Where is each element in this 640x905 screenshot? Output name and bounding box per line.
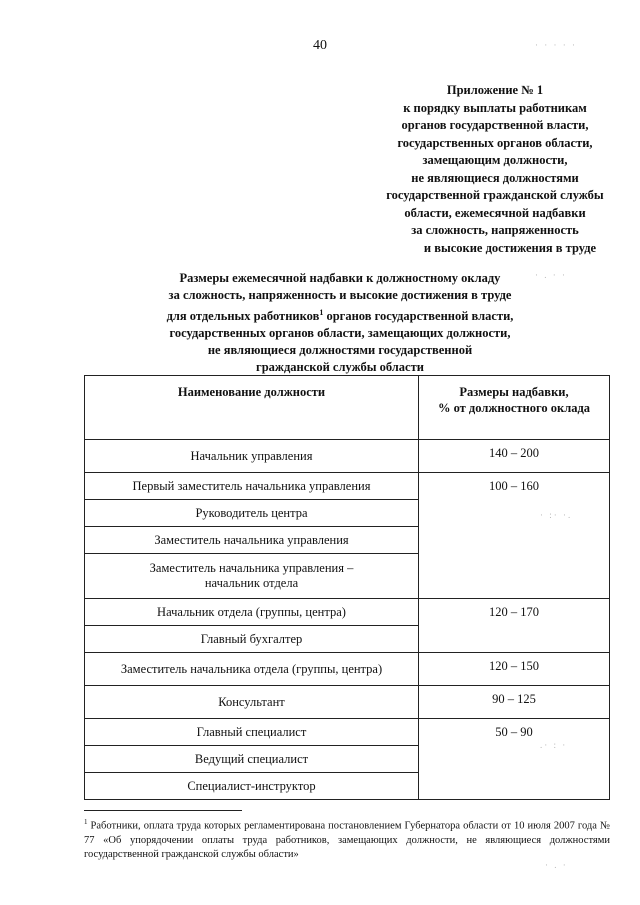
table-row <box>85 686 610 719</box>
footnote-marker: 1 <box>84 818 88 826</box>
appendix-line: Приложение № 1 <box>446 83 544 97</box>
footnote-text: Работники, оплата труда которых регламентирована постановлением Губернатора области от 10 июля 2007 года № 77 «Об упорядочении оплаты труда работников, замещающих должности, не являющиеся должностями государственной гражданской службы области» <box>84 820 610 860</box>
allowance-cell: 140 – 200 <box>419 440 610 473</box>
position-cell: Первый заместитель начальника управления <box>85 473 419 500</box>
page-number: 40 <box>313 38 327 53</box>
allowance-cell: 120 – 170 <box>419 599 610 653</box>
position-cell: Главный специалист <box>85 719 419 746</box>
appendix-line: замещающим должности, <box>422 153 568 167</box>
table-row <box>85 653 610 686</box>
appendix-line: не являющиеся должностями <box>411 170 579 185</box>
title-line: не являющиеся должностями государственной <box>207 343 473 358</box>
title-line: гражданской службы области <box>256 360 424 375</box>
appendix-line: области, ежемесячной надбавки <box>404 205 586 220</box>
footnote-marker: 1 <box>319 308 324 317</box>
title-line: Размеры ежемесячной надбавки к должностному окладу <box>179 271 501 285</box>
table-title <box>120 270 560 376</box>
allowance-cell: 50 – 90 <box>419 719 610 800</box>
title-line: государственных органов области, замещающих должности, <box>169 326 511 341</box>
position-cell <box>85 554 419 599</box>
appendix-heading <box>350 82 640 257</box>
header-name-text: Наименование должности <box>177 385 326 399</box>
position-cell: Начальник отдела (группы, центра) <box>85 599 419 626</box>
scan-noise: · . · <box>545 860 568 870</box>
footnote-divider <box>84 810 242 811</box>
title-line <box>120 304 560 325</box>
position-cell: Заместитель начальника управления <box>85 527 419 554</box>
appendix-line: государственной гражданской службы <box>386 188 604 202</box>
position-cell: Специалист-инструктор <box>85 773 419 800</box>
table-row <box>85 719 610 746</box>
header-value-line: % от должностного оклада <box>437 401 591 415</box>
appendix-line: органов государственной власти, <box>401 118 589 132</box>
title-text: органов государственной власти, <box>323 309 514 324</box>
table-row <box>85 599 610 626</box>
allowance-table <box>84 375 610 800</box>
table-row <box>85 473 610 500</box>
header-value-line: Размеры надбавки, <box>459 385 569 399</box>
position-line: Заместитель начальника управления – <box>149 561 354 575</box>
allowance-cell: 90 – 125 <box>419 686 610 719</box>
title-line: за сложность, напряженность и высокие достижения в труде <box>168 288 512 302</box>
scan-noise: .· : · <box>540 740 568 750</box>
appendix-line: к порядку выплаты работникам <box>403 100 587 115</box>
header-allowance <box>419 376 610 440</box>
position-cell: Заместитель начальника отдела (группы, центра) <box>85 653 419 686</box>
scan-noise: · :· ·. <box>540 510 573 520</box>
scan-noise: · · · · · <box>535 40 577 50</box>
appendix-line: за сложность, напряженность <box>411 223 579 237</box>
table-header-row <box>85 376 610 440</box>
appendix-line: государственных органов области, <box>397 135 593 150</box>
position-cell: Руководитель центра <box>85 500 419 527</box>
position-cell: Начальник управления <box>85 440 419 473</box>
header-position <box>85 376 419 440</box>
appendix-line: и высокие достижения в труде <box>423 240 597 255</box>
table-row <box>85 440 610 473</box>
allowance-cell: 120 – 150 <box>419 653 610 686</box>
position-cell: Главный бухгалтер <box>85 626 419 653</box>
position-cell: Ведущий специалист <box>85 746 419 773</box>
position-cell: Консультант <box>85 686 419 719</box>
scan-noise: · . · · <box>535 270 567 280</box>
footnote <box>84 815 610 862</box>
allowance-cell: 100 – 160 <box>419 473 610 599</box>
position-line: начальник отдела <box>204 576 299 590</box>
title-text: для отдельных работников <box>166 309 320 324</box>
